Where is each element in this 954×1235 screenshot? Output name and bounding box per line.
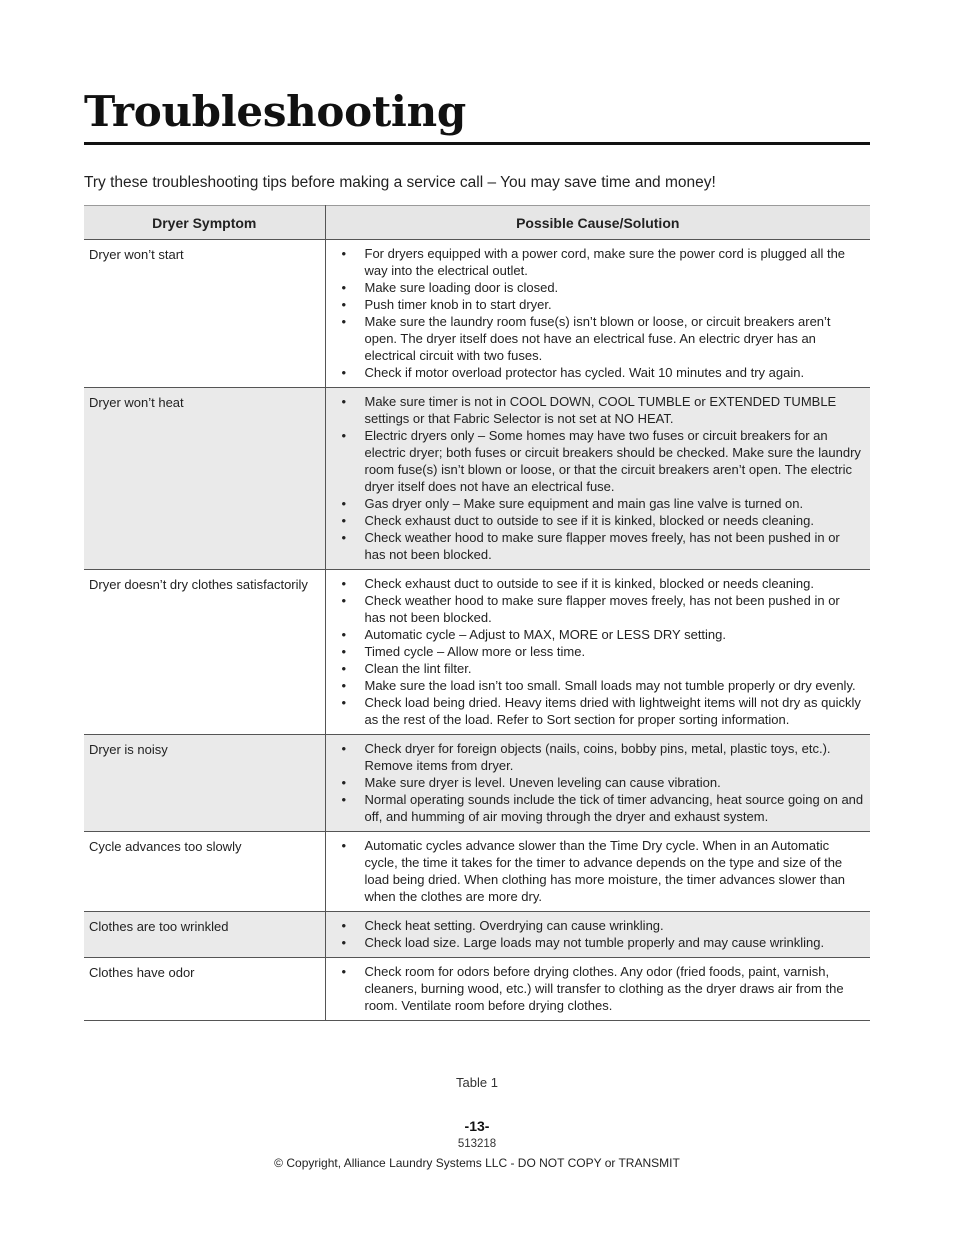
column-header-symptom: Dryer Symptom — [84, 206, 325, 240]
column-header-solution: Possible Cause/Solution — [325, 206, 870, 240]
table-row — [84, 240, 870, 388]
title-rule — [84, 142, 870, 145]
solution-item: • Make sure the load isn’t too small. Small loads may not tumble properly or dry evenly. — [340, 677, 865, 694]
troubleshooting-table — [84, 205, 870, 1021]
solution-item: • Check weather hood to make sure flapper moves freely, has not been pushed in or has not been blocked. — [340, 592, 865, 626]
solution-cell — [325, 240, 870, 388]
table-caption: Table 1 — [456, 1075, 498, 1090]
solution-item: • Check exhaust duct to outside to see if it is kinked, blocked or needs cleaning. — [340, 512, 865, 529]
solution-item: • For dryers equipped with a power cord, make sure the power cord is plugged all the way into the electrical outlet. — [340, 245, 865, 279]
solution-item: • Clean the lint filter. — [340, 660, 865, 677]
solution-item: • Make sure loading door is closed. — [340, 279, 865, 296]
solution-cell — [325, 832, 870, 912]
page-number: -13- — [464, 1118, 490, 1134]
symptom-cell: Dryer won’t start — [84, 240, 325, 388]
intro-text: Try these troubleshooting tips before making a service call – You may save time and money! — [84, 174, 716, 191]
symptom-cell: Cycle advances too slowly — [84, 832, 325, 912]
table-header-row — [84, 206, 870, 240]
solution-item: • Automatic cycles advance slower than the Time Dry cycle. When in an Automatic cycle, the time it takes for the timer to advance depends on the type and size of the load being dried. When clothing has more moisture, the timer advances slower than when the clothes are more dry. — [340, 837, 865, 905]
symptom-cell: Clothes are too wrinkled — [84, 912, 325, 958]
solution-list — [340, 837, 865, 905]
solution-cell — [325, 388, 870, 570]
symptom-cell: Dryer doesn’t dry clothes satisfactorily — [84, 570, 325, 735]
solution-list — [340, 245, 865, 381]
solution-item: • Check load size. Large loads may not tumble properly and may cause wrinkling. — [340, 934, 865, 951]
document-number: 513218 — [457, 1138, 497, 1150]
solution-list — [340, 917, 865, 951]
solution-cell — [325, 570, 870, 735]
copyright-notice: © Copyright, Alliance Laundry Systems LLC - DO NOT COPY or TRANSMIT — [274, 1156, 680, 1170]
table-row — [84, 388, 870, 570]
solution-cell — [325, 958, 870, 1021]
solution-item: • Check dryer for foreign objects (nails, coins, bobby pins, metal, plastic toys, etc.). Remove items from dryer. — [340, 740, 865, 774]
solution-list — [340, 963, 865, 1014]
solution-item: • Check load being dried. Heavy items dried with lightweight items will not dry as quickly as the rest of the load. Refer to Sort section for proper sorting information. — [340, 694, 865, 728]
solution-item: • Push timer knob in to start dryer. — [340, 296, 865, 313]
solution-list — [340, 393, 865, 563]
table-body — [84, 240, 870, 1021]
table-row — [84, 958, 870, 1021]
solution-list — [340, 740, 865, 825]
solution-item: • Make sure timer is not in COOL DOWN, COOL TUMBLE or EXTENDED TUMBLE settings or that Fabric Selector is not set at NO HEAT. — [340, 393, 865, 427]
table-row — [84, 912, 870, 958]
symptom-cell: Dryer is noisy — [84, 735, 325, 832]
solution-item: • Timed cycle – Allow more or less time. — [340, 643, 865, 660]
solution-item: • Check if motor overload protector has cycled. Wait 10 minutes and try again. — [340, 364, 865, 381]
solution-item: • Make sure dryer is level. Uneven leveling can cause vibration. — [340, 774, 865, 791]
solution-item: • Normal operating sounds include the tick of timer advancing, heat source going on and off, and humming of air moving through the dryer and exhaust system. — [340, 791, 865, 825]
table-row — [84, 735, 870, 832]
solution-item: • Check room for odors before drying clothes. Any odor (fried foods, paint, varnish, cleaners, burning wood, etc.) will transfer to clothing as the dryer draws air from the room. Ventilate room before drying clothes. — [340, 963, 865, 1014]
solution-item: • Automatic cycle – Adjust to MAX, MORE or LESS DRY setting. — [340, 626, 865, 643]
symptom-cell: Dryer won’t heat — [84, 388, 325, 570]
table-row — [84, 570, 870, 735]
solution-cell — [325, 735, 870, 832]
solution-item: • Make sure the laundry room fuse(s) isn’t blown or loose, or circuit breakers aren’t open. The dryer itself does not have an electrical fuse. An electric dryer has an electrical circuit with two fuses. — [340, 313, 865, 364]
troubleshooting-table-container — [84, 205, 870, 1021]
solution-item: • Check heat setting. Overdrying can cause wrinkling. — [340, 917, 865, 934]
symptom-cell: Clothes have odor — [84, 958, 325, 1021]
solution-item: • Check weather hood to make sure flapper moves freely, has not been pushed in or has not been blocked. — [340, 529, 865, 563]
solution-item: • Check exhaust duct to outside to see if it is kinked, blocked or needs cleaning. — [340, 575, 865, 592]
page-title: Troubleshooting — [84, 87, 466, 136]
solution-item: • Electric dryers only – Some homes may have two fuses or circuit breakers for an electric dryer; both fuses or circuit breakers should be checked. Make sure the laundry room fuse(s) isn’t blown or loose, or that the circuit breakers aren’t open. The electric dryer itself does not have an electrical fuse. — [340, 427, 865, 495]
table-row — [84, 832, 870, 912]
solution-item: • Gas dryer only – Make sure equipment and main gas line valve is turned on. — [340, 495, 865, 512]
solution-cell — [325, 912, 870, 958]
solution-list — [340, 575, 865, 728]
